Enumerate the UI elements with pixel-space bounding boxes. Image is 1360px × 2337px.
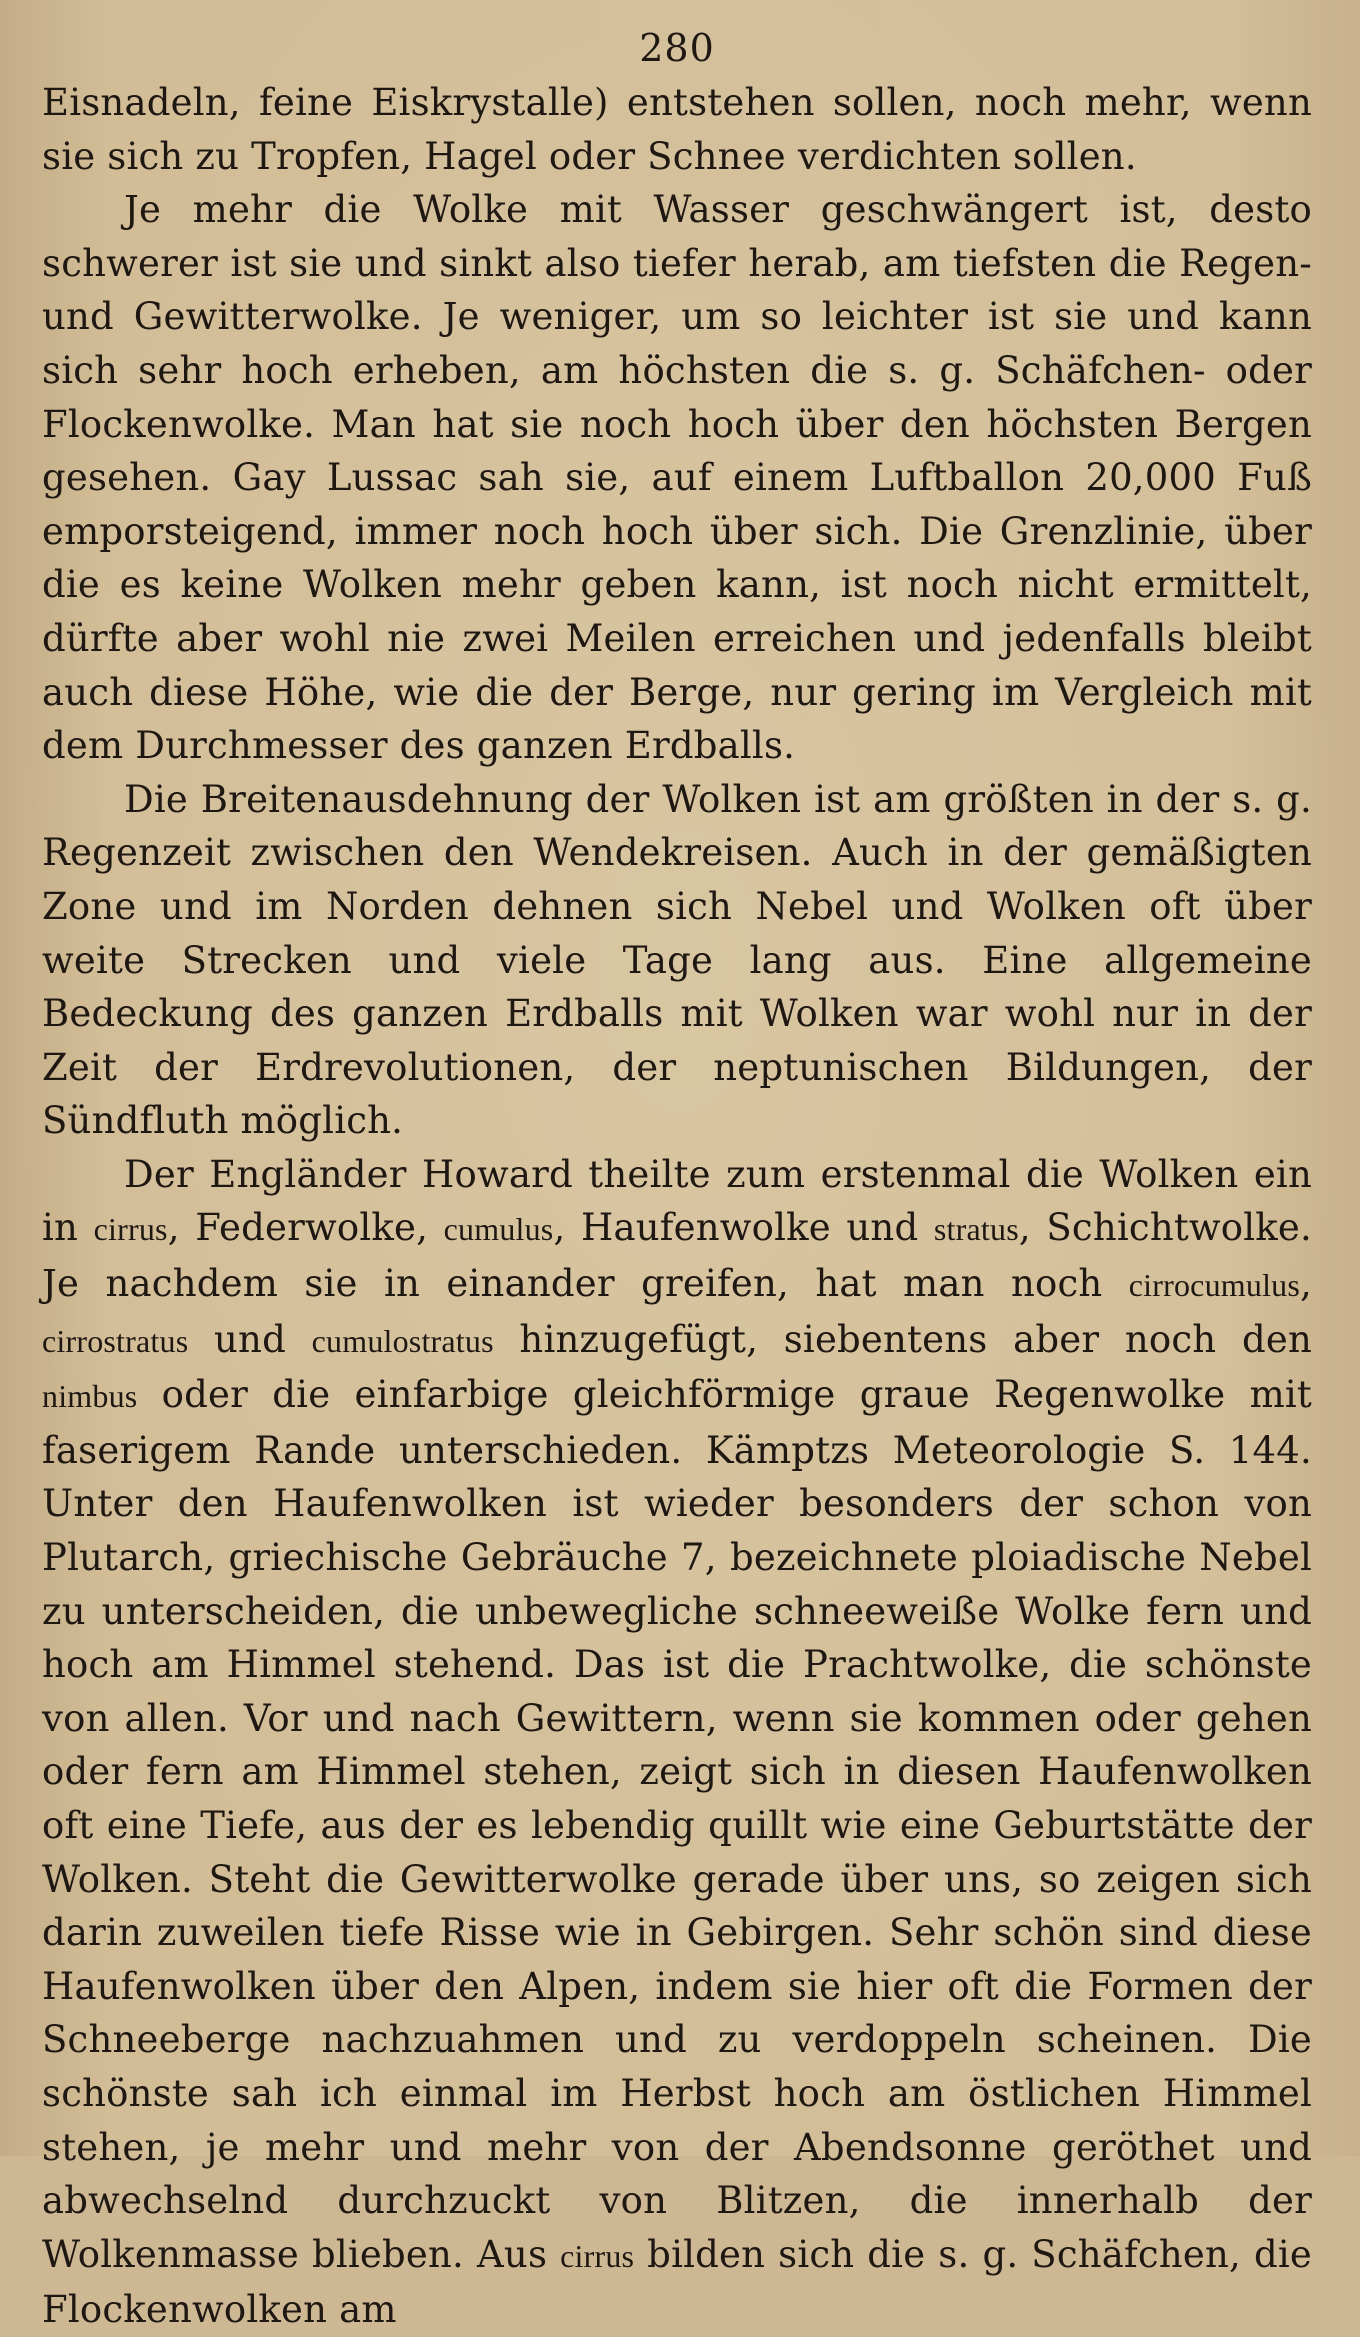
latin-term: cumulostratus (311, 1322, 494, 1359)
latin-term: cirrus (560, 2237, 635, 2274)
latin-term: cirrocumulus (1128, 1267, 1301, 1304)
text-run: , Schichtwolke. Je nachdem sie in einander greifen, hat man noch (42, 1206, 1312, 1306)
latin-term: stratus (933, 1211, 1019, 1248)
text-run: und (188, 1317, 312, 1361)
text-run: Eisnadeln, feine Eiskrystalle) entstehen sollen, noch mehr, wenn sie sich zu Tropfen, Hagel oder Schnee verdichten sollen. (42, 81, 1312, 178)
text-run: hinzugefügt, siebentens aber noch den (493, 1317, 1312, 1361)
page-number: 280 (639, 26, 715, 70)
paragraph (42, 773, 1312, 1148)
text-run: Die Breitenausdehnung der Wolken ist am größten in der s. g. Regenzeit zwischen den Wendekreisen. Auch in der gemäßigten Zone und im Norden dehnen sich Nebel und Wolken oft über weite Strecken und viele Tage lang aus. Eine allgemeine Bedeckung des ganzen Erdballs mit Wolken war wohl nur in der Zeit der Erdrevolutionen, der neptunischen Bildungen, der Sündfluth möglich. (42, 777, 1312, 1143)
latin-term: cirrostratus (42, 1322, 189, 1359)
body-text (42, 76, 1312, 2337)
paragraph (42, 183, 1312, 773)
latin-term: cumulus (443, 1211, 554, 1248)
text-run: , (1300, 1262, 1312, 1306)
latin-term: cirrus (93, 1211, 168, 1248)
text-run: Je mehr die Wolke mit Wasser geschwängert ist, desto schwerer ist sie und sinkt also tiefer herab, am tiefsten die Regen- und Gewitterwolke. Je weniger, um so leichter ist sie und kann sich sehr hoch erheben, am höchsten die s. g. Schäfchen- oder Flockenwolke. Man hat sie noch hoch über den höchsten Bergen gesehen. Gay Lussac sah sie, auf einem Luftballon 20,000 Fuß emporsteigend, immer noch hoch über sich. Die Grenzlinie, über die es keine Wolken mehr geben kann, ist noch nicht ermittelt, dürfte aber wohl nie zwei Meilen erreichen und jedenfalls bleibt auch diese Höhe, wie die der Berge, nur gering im Vergleich mit dem Durchmesser des ganzen Erdballs. (42, 188, 1312, 768)
latin-term: nimbus (42, 1378, 138, 1415)
text-run: Der Engländer Howard theilte zum erstenmal die Wolken ein in (42, 1152, 1312, 1250)
paragraph (42, 1148, 1312, 2337)
text-run: oder die einfarbige gleichförmige graue Regenwolke mit faserigem Rande unterschieden. Kämptzs Meteorologie S. 144. Unter den Haufenwolken ist wieder besonders der schon von Plutarch, griechische Gebräuche 7, bezeichnete ploiadische Nebel zu unterscheiden, die unbewegliche schneeweiße Wolke fern und hoch am Himmel stehend. Das ist die Prachtwolke, die schönste von allen. Vor und nach Gewittern, wenn sie kommen oder gehen oder fern am Himmel stehen, zeigt sich in diesen Haufenwolken oft eine Tiefe, aus der es lebendig quillt wie eine Geburtstätte der Wolken. Steht die Gewitterwolke gerade über uns, so zeigen sich darin zuweilen tiefe Risse wie in Gebirgen. Sehr schön sind diese Haufenwolken über den Alpen, indem sie hier oft die Formen der Schneeberge nachzuahmen und zu verdoppeln scheinen. Die schönste sah ich einmal im Herbst hoch am östlichen Himmel stehen, je mehr und mehr von der Abendsonne geröthet und abwechselnd durchzuckt von Blitzen, die innerhalb der Wolkenmasse blieben. Aus (42, 1373, 1312, 2276)
text-run: bilden sich die s. g. Schäfchen, die Flockenwolken am (42, 2232, 1312, 2332)
text-run: , Haufenwolke und (553, 1206, 934, 1250)
text-run: , Federwolke, (167, 1206, 444, 1250)
paragraph (42, 76, 1312, 183)
